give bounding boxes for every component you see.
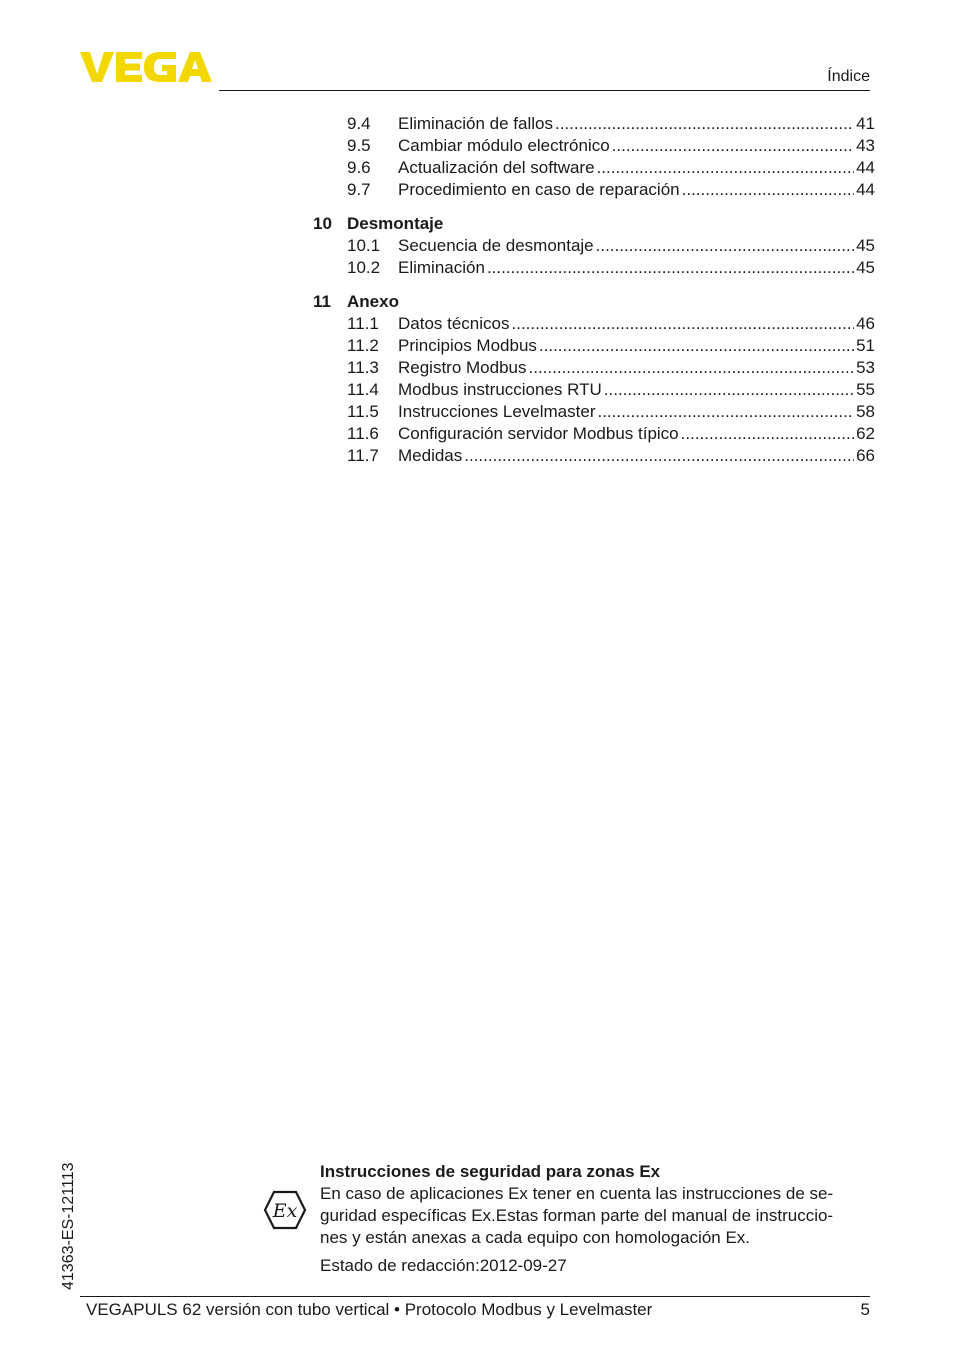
ex-notice-line: guridad específicas Ex.Estas forman parte del manual de instruccio- (320, 1206, 834, 1225)
toc-entry[interactable] (313, 379, 875, 401)
toc-leader-dots (464, 445, 854, 467)
toc-entry-page: 44 (856, 158, 875, 177)
toc-section-title: Desmontaje (347, 214, 444, 233)
toc-entry-number: 10.2 (347, 258, 381, 277)
document-code: 41363-ES-121113 (60, 1162, 77, 1290)
toc-section-heading[interactable] (313, 291, 875, 313)
header-divider (219, 90, 870, 91)
toc-entry-page: 45 (856, 258, 875, 277)
toc-entry[interactable] (313, 179, 875, 201)
toc-entry-title: Registro Modbus (398, 358, 527, 377)
toc-leader-dots (597, 157, 855, 179)
toc-entry-number: 9.6 (347, 158, 371, 177)
toc-entry-page: 46 (856, 314, 875, 333)
toc-leader-dots (596, 235, 854, 257)
toc-entry-number: 11.4 (347, 380, 379, 399)
page-number: 5 (860, 1300, 870, 1319)
toc-entry-title: Secuencia de desmontaje (398, 236, 594, 255)
table-of-contents (313, 113, 875, 467)
toc-entry[interactable] (313, 113, 875, 135)
toc-entry-title: Modbus instrucciones RTU (398, 380, 602, 399)
toc-entry-page: 43 (856, 136, 875, 155)
toc-entry-title: Configuración servidor Modbus típico (398, 424, 679, 443)
toc-entry-title: Instrucciones Levelmaster (398, 402, 596, 421)
toc-entry[interactable] (313, 335, 875, 357)
ex-icon-label: Ex (272, 1200, 298, 1222)
toc-leader-dots (604, 379, 854, 401)
toc-entry[interactable] (313, 401, 875, 423)
toc-leader-dots (529, 357, 855, 379)
page-header-title: Índice (827, 68, 870, 85)
toc-entry-page: 45 (856, 236, 875, 255)
toc-entry-number: 10.1 (347, 236, 381, 255)
toc-entry-title: Procedimiento en caso de reparación (398, 180, 680, 199)
toc-entry[interactable] (313, 445, 875, 467)
toc-entry-title: Eliminación (398, 258, 485, 277)
toc-entry[interactable] (313, 313, 875, 335)
footer-divider (80, 1296, 870, 1297)
toc-entry[interactable] (313, 157, 875, 179)
toc-entry-number: 9.7 (347, 180, 371, 199)
toc-entry-page: 41 (856, 114, 875, 133)
toc-leader-dots (539, 335, 854, 357)
toc-leader-dots (512, 313, 855, 335)
toc-entry-title: Actualización del software (398, 158, 595, 177)
toc-leader-dots (612, 135, 854, 157)
toc-entry-number: 9.4 (347, 114, 371, 133)
toc-entry-page: 44 (856, 180, 875, 199)
toc-entry[interactable] (313, 235, 875, 257)
toc-leader-dots (681, 423, 854, 445)
toc-entry-title: Eliminación de fallos (398, 114, 553, 133)
ex-hexagon-icon (263, 1190, 307, 1230)
ex-notice-title: Instrucciones de seguridad para zonas Ex (320, 1162, 661, 1181)
toc-entry[interactable] (313, 257, 875, 279)
toc-entry-number: 9.5 (347, 136, 371, 155)
toc-entry[interactable] (313, 357, 875, 379)
edition-date: Estado de redacción:2012-09-27 (320, 1256, 567, 1275)
toc-entry-number: 11.7 (347, 446, 379, 465)
toc-entry-page: 53 (856, 358, 875, 377)
toc-entry[interactable] (313, 135, 875, 157)
toc-leader-dots (555, 113, 854, 135)
toc-entry-number: 11.6 (347, 424, 379, 443)
toc-entry-page: 58 (856, 402, 875, 421)
ex-notice-line: nes y están anexas a cada equipo con homologación Ex. (320, 1228, 751, 1247)
toc-entry-title: Principios Modbus (398, 336, 537, 355)
toc-entry-title: Cambiar módulo electrónico (398, 136, 610, 155)
toc-leader-dots (597, 401, 854, 423)
toc-entry-page: 55 (856, 380, 875, 399)
toc-entry-number: 11.5 (347, 402, 379, 421)
toc-entry-page: 66 (856, 446, 875, 465)
toc-entry-number: 11.1 (347, 314, 379, 333)
toc-entry[interactable] (313, 423, 875, 445)
toc-section-number: 11 (313, 292, 331, 311)
toc-entry-number: 11.2 (347, 336, 379, 355)
ex-safety-notice (320, 1161, 870, 1277)
toc-leader-dots (487, 257, 854, 279)
toc-leader-dots (682, 179, 854, 201)
toc-entry-title: Datos técnicos (398, 314, 510, 333)
toc-section-number: 10 (313, 214, 332, 233)
toc-section-title: Anexo (347, 292, 399, 311)
toc-entry-number: 11.3 (347, 358, 379, 377)
ex-notice-line: En caso de aplicaciones Ex tener en cuenta las instrucciones de se- (320, 1184, 834, 1203)
footer-document-title: VEGAPULS 62 versión con tubo vertical • Protocolo Modbus y Levelmaster (86, 1300, 653, 1319)
vega-logo (80, 50, 212, 84)
toc-entry-title: Medidas (398, 446, 463, 465)
toc-entry-page: 62 (856, 424, 875, 443)
toc-section-heading[interactable] (313, 213, 875, 235)
toc-entry-page: 51 (856, 336, 875, 355)
